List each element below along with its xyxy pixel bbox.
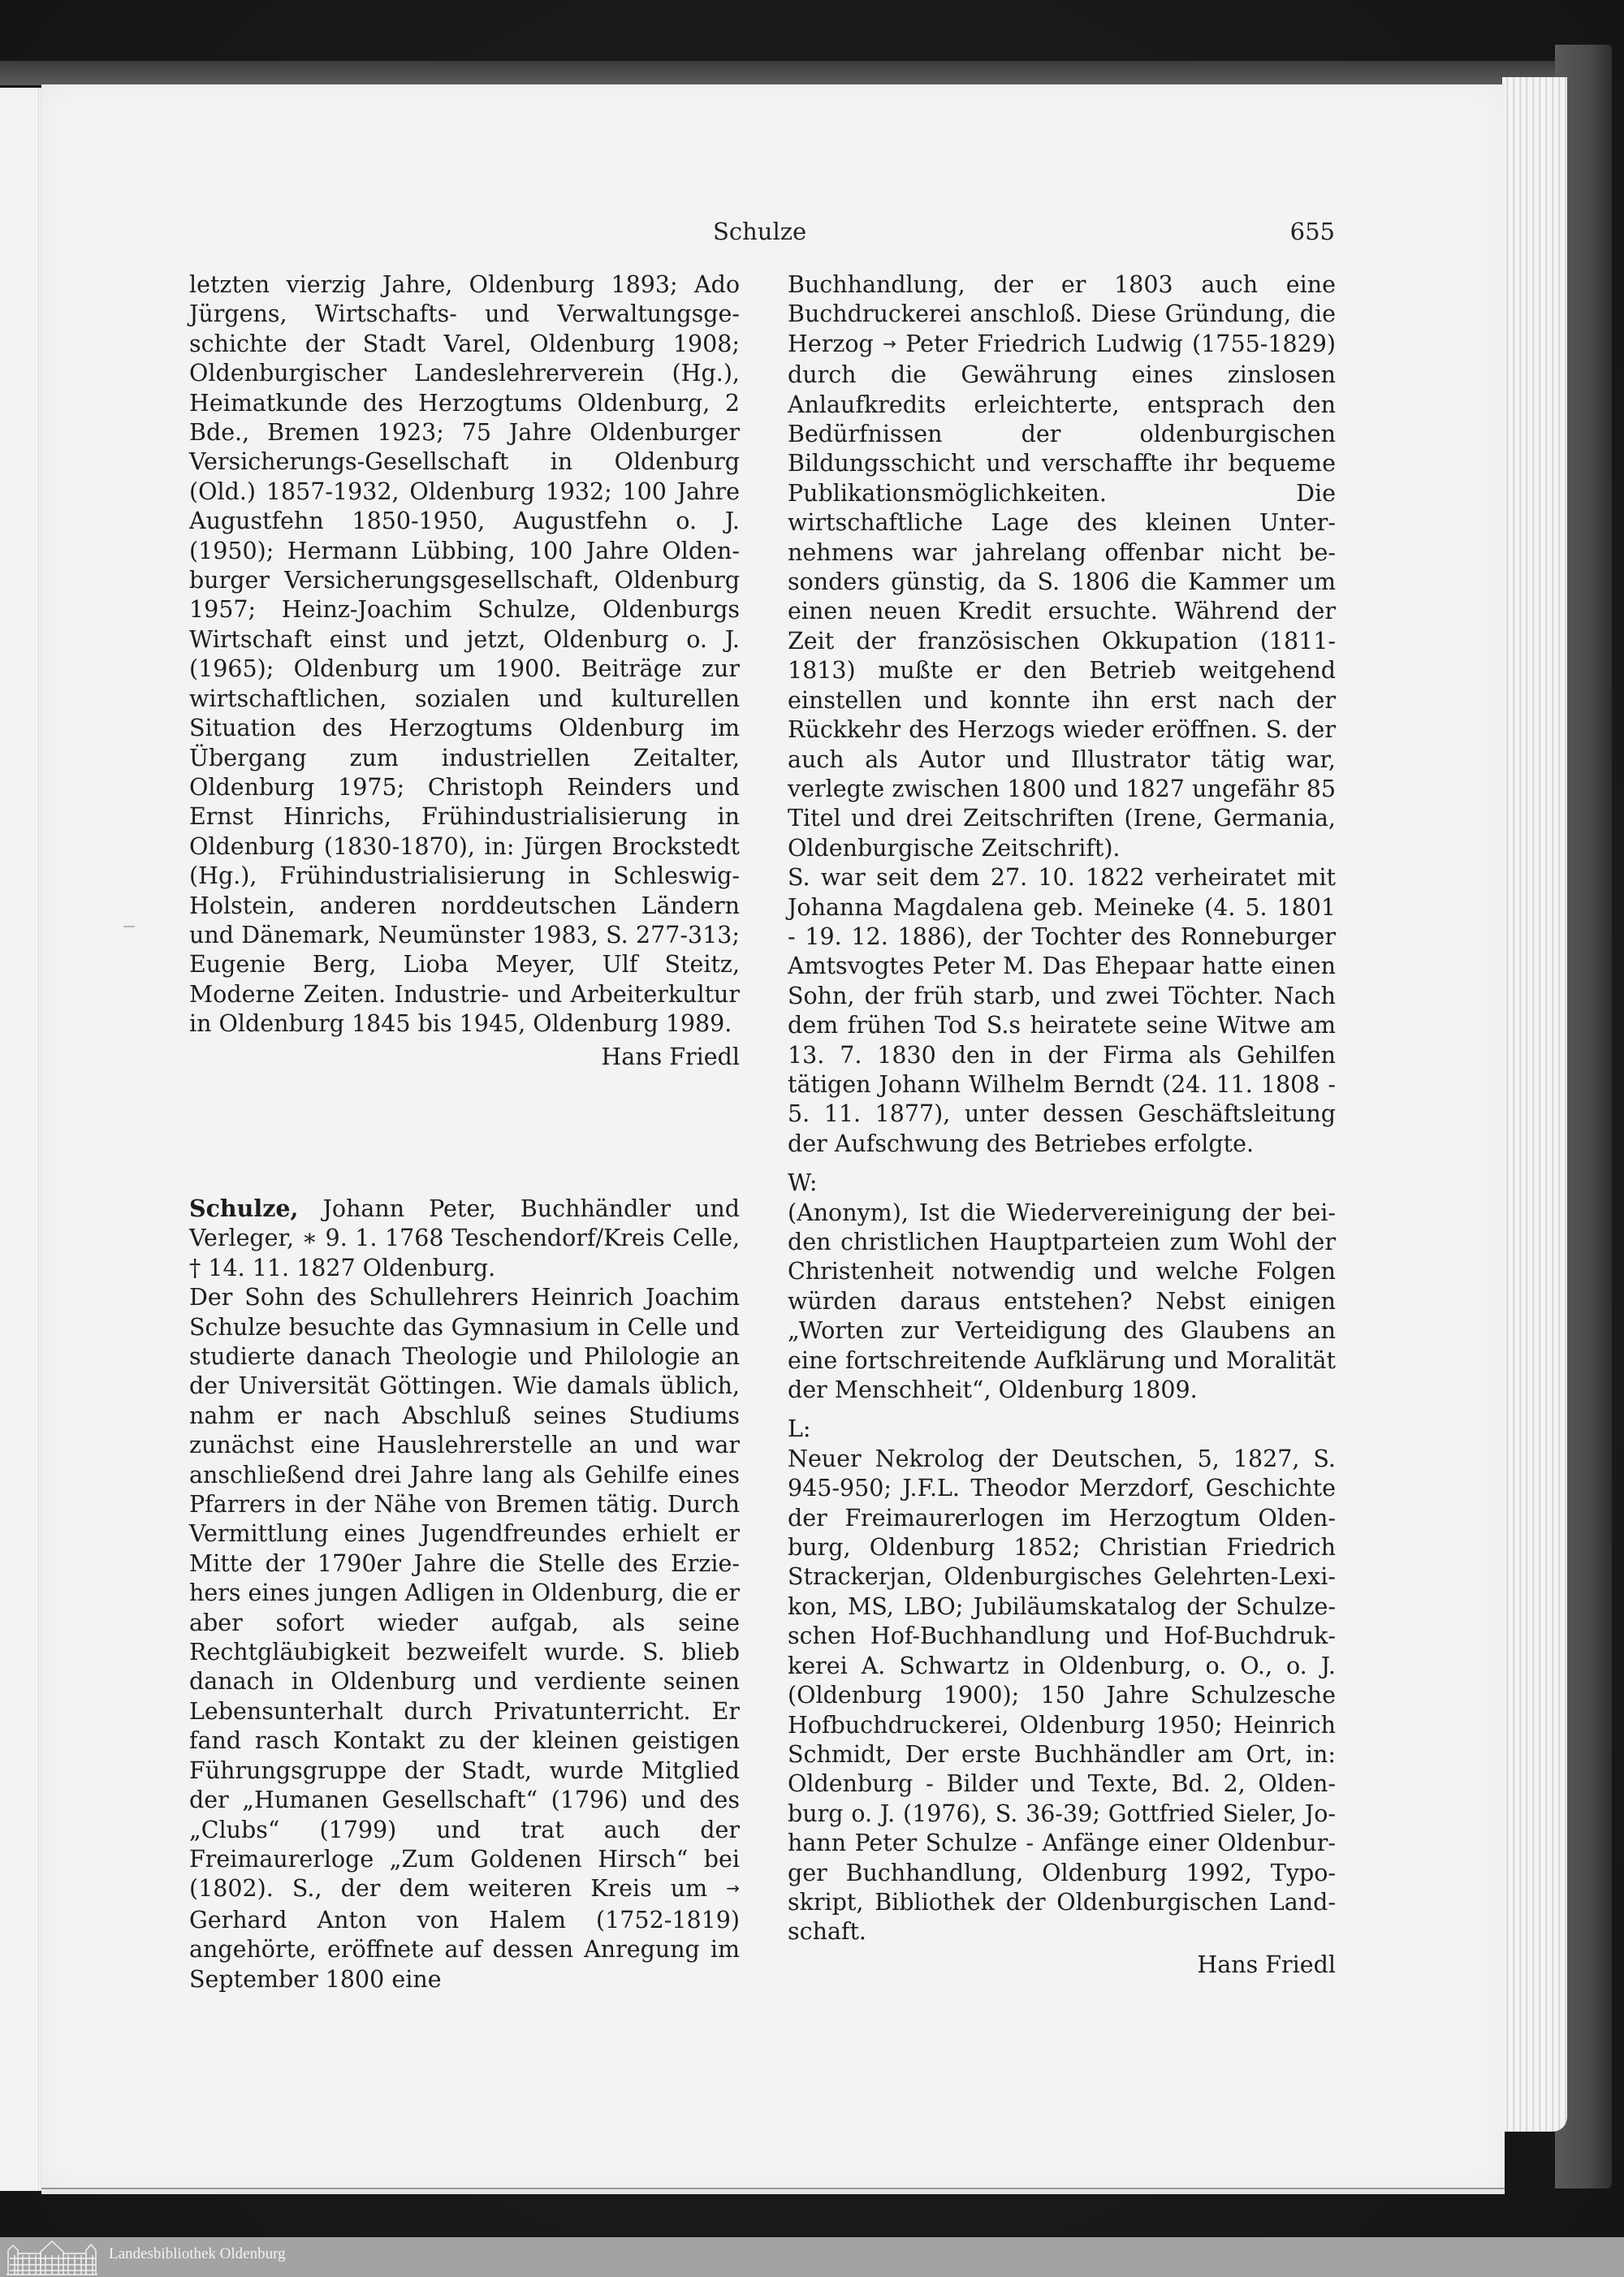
entry-heading-details: Johann Peter, Buchhändler und Verleger, ∗ 9. 1. 1768 Teschendorf/Kreis Celle, † 14. 11. 1827 Oldenburg.	[189, 1195, 740, 1281]
right-column	[788, 270, 1336, 1980]
cross-reference-link[interactable]: Gerhard Anton von Halem	[189, 1906, 566, 1934]
margin-mark	[123, 926, 135, 927]
book-cover-top-edge	[0, 61, 1612, 85]
bibliography-continuation: letzten vierzig Jahre, Oldenburg 1893; Ado Jürgens, Wirtschafts- und Verwaltungsgeschichte der Stadt Varel, Oldenburg 1908; Oldenburgischer Landeslehrerverein (Hg.), Heimatkunde des Herzogtums Oldenburg, 2 Bde., Bremen 1923; 75 Jahre Oldenburger Versicherungs-Gesellschaft in Oldenburg (Old.) 1857-1932, Oldenburg 1932; 100 Jahre Augustfehn 1850-1950, Augustfehn o. J. (1950); Hermann Lübbing, 100 Jahre Oldenburger Versicherungsgesellschaft, Oldenburg 1957; Heinz-Joachim Schulze, Oldenburgs Wirtschaft einst und jetzt, Oldenburg o. J. (1965); Oldenburg um 1900. Beiträge zur wirtschaftlichen, sozialen und kulturellen Situation des Herzogtums Oldenburg im Übergang zum industriellen Zeitalter, Oldenburg 1975; Christoph Reinders und Ernst Hinrichs, Frühindustrialisierung in Oldenburg (1830-1870), in: Jürgen Brockstedt (Hg.), Frühindustrialisierung in Schleswig-Holstein, anderen norddeutschen Ländern und Dänemark, Neumünster 1983, S. 277-313; Eugenie Berg, Lioba Meyer, Ulf Steitz, Moderne Zeiten. Industrie- und Arbeiterkultur in Oldenburg 1845 bis 1945, Oldenburg 1989.	[189, 271, 740, 1038]
author-signature: Hans Friedl	[1197, 1951, 1336, 1978]
page-stack-edges	[1502, 77, 1567, 2132]
spacer	[788, 1159, 1336, 1169]
entry-heading	[189, 1194, 740, 1283]
running-head-title: Schulze	[713, 218, 807, 245]
spacer	[788, 1405, 1336, 1415]
running-head	[187, 218, 1335, 250]
left-column	[189, 270, 740, 1994]
entry-lemma: Schulze,	[189, 1194, 299, 1222]
library-building-logo-icon	[5, 2239, 99, 2276]
entry-body-paragraph-1	[189, 1283, 740, 1994]
body-text: (1755-1829) durch die Gewährung eines zinslosen Anlaufkredits erleichterte, entsprach den Bedürfnissen der oldenburgischen Bildungsschicht und verschaffte ihr bequeme Publikationsmöglichkeiten. Die wirtschaftliche Lage des kleinen Unternehmens war jahrelang offenbar nicht besonders günstig, da S. 1806 die Kammer um einen neuen Kredit ersuchte. Während der Zeit der französischen Okkupation (1811-1813) mußte er den Betrieb weitgehend einstellen und konnte ihn erst nach der Rückkehr des Herzogs wieder eröffnen. S. der auch als Autor und Illustrator tätig war, verlegte zwischen 1800 und 1827 ungefähr 85 Titel und drei Zeitschriften (Irene, Germania, Oldenburgische Zeitschrift).	[788, 330, 1336, 862]
author-signature-previous: Hans Friedl	[601, 1043, 740, 1070]
body-text: Buchhandlung, der er 1803 auch eine Buchdruckerei anschloß. Diese Gründung, die Herzog	[788, 271, 1336, 357]
footer-bar	[0, 2237, 1624, 2277]
entry-separator	[189, 1072, 740, 1194]
cross-reference-arrow-icon: →	[883, 333, 896, 353]
page-bottom-edge	[41, 2188, 1505, 2194]
facing-page-sliver	[0, 88, 39, 2191]
page-number: 655	[1289, 218, 1335, 245]
entry-body-paragraph-2: S. war seit dem 27. 10. 1822 verheiratet mit Johanna Magdalena geb. Meineke (4. 5. 1801 - 19. 12. 1886), der Tochter des Ronneburger Amtsvogtes Peter M. Das Ehepaar hatte einen Sohn, der früh starb, und zwei Töchter. Nach dem frühen Tod S.s heiratete seine Witwe am 13. 7. 1830 den in der Firma als Gehilfen tätigen Johann Wilhelm Berndt (24. 11. 1808 - 5. 11. 1877), unter dessen Geschäftsleitung der Aufschwung des Betriebes erfolgte.	[788, 864, 1336, 1157]
literature-label: L:	[788, 1415, 811, 1443]
cross-reference-link[interactable]: Peter Friedrich Ludwig	[905, 330, 1183, 357]
body-text: Der Sohn des Schullehrers Heinrich Joachim Schulze besuchte das Gymnasium in Celle und studierte danach Theologie und Philologie an der Universität Göttingen. Wie damals üblich, nahm er nach Abschluß seines Studiums zunächst eine Hauslehrerstelle an und war anschließend drei Jahre lang als Gehilfe eines Pfarrers in der Nähe von Bremen tätig. Durch Vermittlung eines Jugendfreundes erhielt er Mitte der 1790er Jahre die Stelle des Erziehers eines jungen Adligen in Oldenburg, die er aber sofort wieder aufgab, als seine Rechtgläubigkeit bezweifelt wurde. S. blieb danach in Oldenburg und verdiente seinen Lebensunterhalt durch Privatunterricht. Er fand rasch Kontakt zu der kleinen geistigen Führungsgruppe der Stadt, wurde Mitglied der „Humanen Gesellschaft“ (1796) und des „Clubs“ (1799) und trat auch der Freimaurerloge „Zum Goldenen Hirsch“ bei (1802). S., der dem weiteren Kreis um	[189, 1284, 740, 1903]
entry-body-paragraph-1-cont	[788, 270, 1336, 863]
footer-institution-name: Landesbibliothek Oldenburg	[109, 2245, 286, 2262]
works-list: (Anonym), Ist die Wiedervereinigung der beiden christlichen Hauptparteien zum Wohl der Christenheit notwendig und welche Folgen würden daraus entstehen? Nebst einigen „Worten zur Verteidigung des Glaubens an eine fortschreitende Aufklärung und Moralität der Menschheit“, Oldenburg 1809.	[788, 1199, 1336, 1404]
body-text: (1752-1819) angehörte, eröffnete auf dessen Anregung im September 1800 eine	[189, 1906, 740, 1993]
literature-list: Neuer Nekrolog der Deutschen, 5, 1827, S. 945-950; J.F.L. Theodor Merzdorf, Geschichte der Freimaurerlogen im Herzogtum Oldenburg, Oldenburg 1852; Christian Friedrich Strackerjan, Oldenburgisches Gelehrten-Lexikon, MS, LBO; Jubiläumskatalog der Schulzeschen Hof-Buchhandlung und Hof-Buchdrukkerei A. Schwartz in Oldenburg, o. O., o. J. (Oldenburg 1900); 150 Jahre Schulzesche Hofbuchdruckerei, Oldenburg 1950; Heinrich Schmidt, Der erste Buchhändler am Ort, in: Oldenburg - Bilder und Texte, Bd. 2, Oldenburg o. J. (1976), S. 36-39; Gottfried Sieler, Johann Peter Schulze - Anfänge einer Oldenburger Buchhandlung, Oldenburg 1992, Typoskript, Bibliothek der Oldenburgischen Landschaft.	[788, 1445, 1336, 1946]
works-label: W:	[788, 1169, 818, 1197]
cross-reference-arrow-icon: →	[726, 1878, 741, 1899]
